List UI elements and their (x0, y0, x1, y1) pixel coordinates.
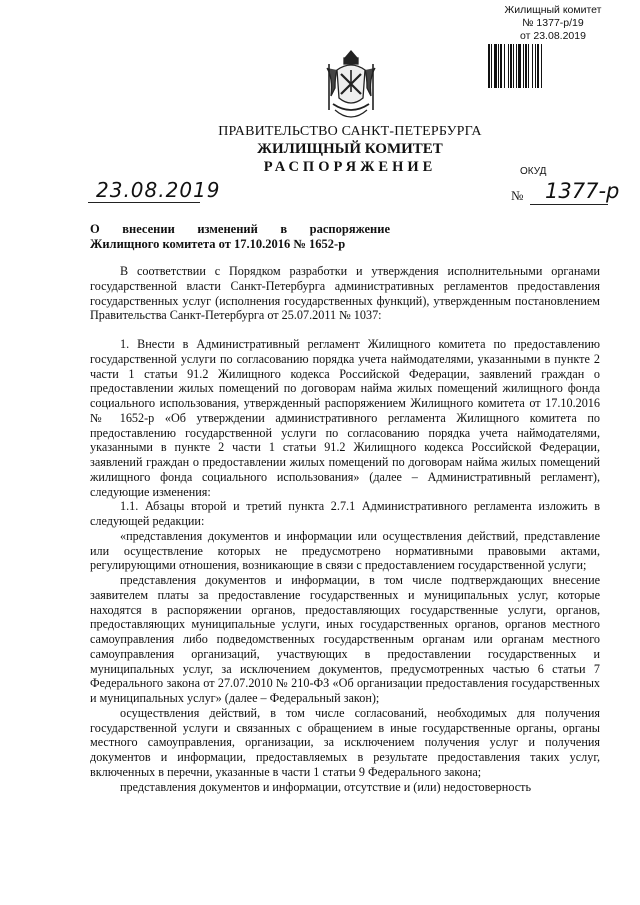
okud-label: ОКУД (520, 166, 547, 177)
body-paragraph: осуществления действий, в том числе согласований, необходимых для получения государственной услуги и связанных с обращением в иные государственные органы, органы местного самоуправления, организации, за исключением получения услуг и получения документов и информации, предоставляемых в результате предоставления таких услуг, включенных в перечни, указанные в части 1 статьи 9 Федерального закона; (90, 705, 600, 779)
handwritten-number: 1377-р (545, 179, 620, 203)
coat-of-arms-icon (323, 48, 379, 130)
body-paragraph: представления документов и информации, в том числе подтверждающих внесение заявителем платы за предоставление государственных и муниципальных услуг, которые находятся в распоряжении органов, предоставляющих государственные услуги, органов, предоставляющих муниципальные услуги, иных государственных органов, органов местного самоуправления либо подведомственных государственным органам или органам местного самоуправления организаций, участвующих в предоставлении государственных и муниципальных услуг, за исключением документов, предусмотренных частью 6 статьи 7 Федерального закона от 27.07.2010 № 210-ФЗ «Об организации предоставления государственных и муниципальных услуг» (далее – Федеральный закон); (90, 573, 600, 705)
date-underline (88, 202, 200, 203)
stamp-number: № 1377-р/19 (522, 17, 584, 29)
handwritten-date: 23.08.2019 (96, 178, 221, 202)
barcode-icon (488, 44, 574, 88)
clause-1-paragraph: 1. Внести в Административный регламент Жилищного комитета по предоставлению государственной услуги по согласованию порядка учета наймодателями, указанными в пункте 2 части 1 статьи 91.2 Жилищного кодекса Российской Федерации, заявлений граждан о предоставлении жилых помещений по договорам найма жилых помещений жилищного фонда социального использования, утвержденный распоряжением Жилищного комитета от 17.10.2016 № 1652-р «Об утверждении административного регламента Жилищного комитета по предоставлению государственной услуги по согласованию порядка учета наймодателями, указанными в пункте 2 части 1 статьи 91.2 Жилищного кодекса Российской Федерации, заявлений граждан о предоставлении жилых помещений по договорам найма жилых помещений жилищного фонда социального использования» (далее – Административный регламент), следующие изменения: (90, 337, 600, 499)
subject-line-1: О внесении изменений в распоряжение (90, 222, 390, 236)
document-type-heading: РАСПОРЯЖЕНИЕ (263, 159, 437, 175)
government-heading: ПРАВИТЕЛЬСТВО САНКТ-ПЕТЕРБУРГА (218, 124, 482, 139)
subject-line-2: Жилищного комитета от 17.10.2016 № 1652-р (90, 237, 346, 251)
stamp-date: от 23.08.2019 (520, 30, 586, 42)
number-underline (530, 204, 608, 205)
committee-heading: ЖИЛИЩНЫЙ КОМИТЕТ (257, 141, 443, 157)
number-sign: № (511, 188, 524, 203)
registration-stamp (470, 4, 636, 43)
stamp-organization: Жилищный комитет (504, 4, 602, 16)
body-paragraph: представления документов и информации, отсутствие и (или) недостоверность (120, 779, 532, 794)
preamble-paragraph: В соответствии с Порядком разработки и утверждения исполнительными органами государственной власти Санкт-Петербурга административных регламентов предоставления государственных услуг (исполнения государственных функций), утвержденным постановлением Правительства Санкт-Петербурга от 25.07.2011 № 1037: (90, 264, 600, 323)
document-body (90, 264, 600, 794)
document-subject (90, 222, 390, 252)
body-paragraph: «представления документов и информации или осуществления действий, представление или осуществление которых не предусмотрено нормативными правовыми актами, регулирующими отношения, возникающие в связи с предоставлением государственной услуги; (90, 528, 600, 573)
clause-1-1-paragraph: 1.1. Абзацы второй и третий пункта 2.7.1 Административного регламента изложить в следующей редакции: (90, 499, 600, 528)
